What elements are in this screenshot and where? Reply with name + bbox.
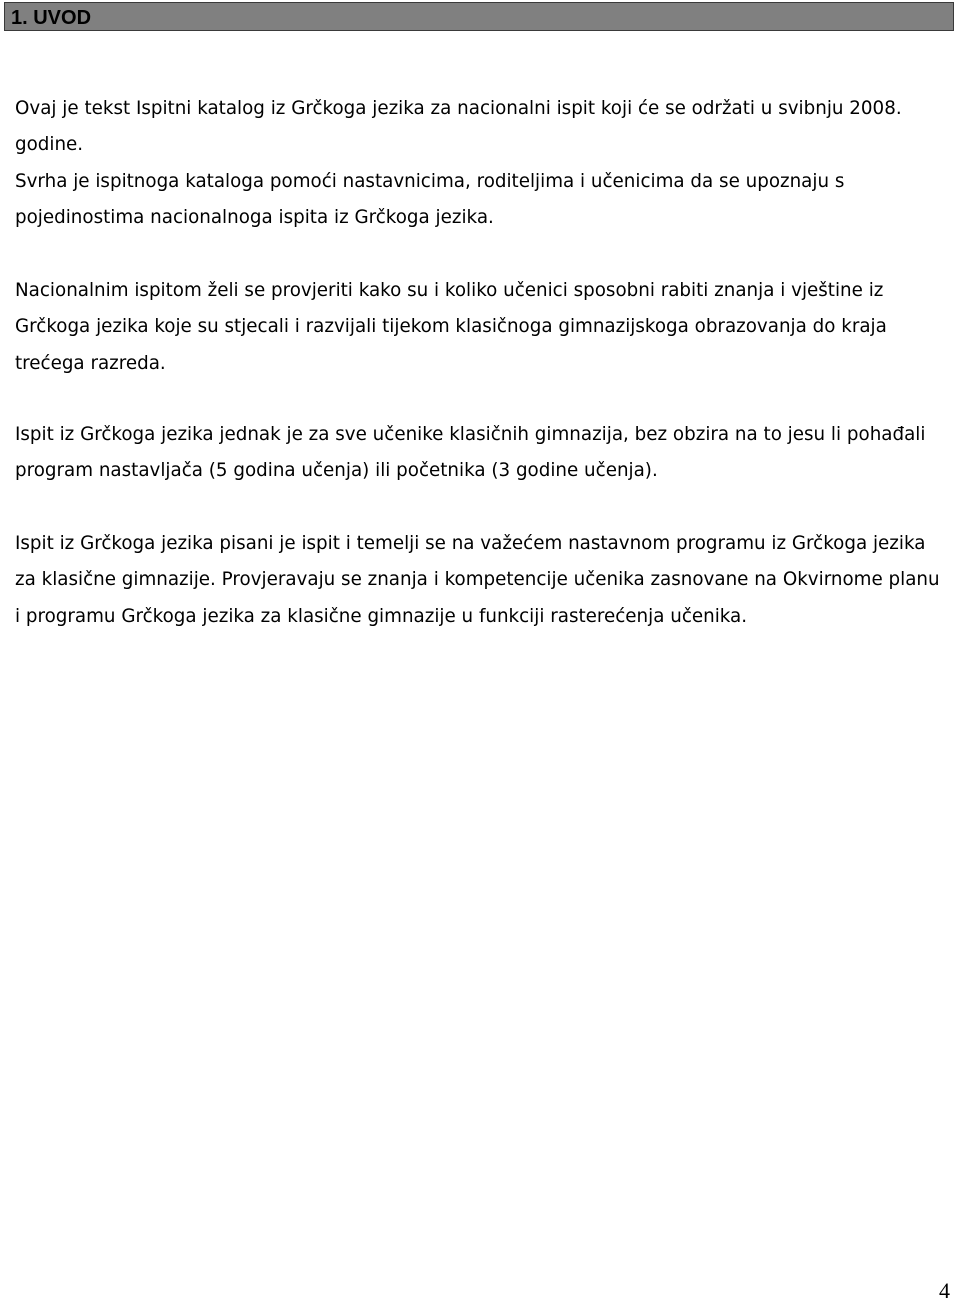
paragraph-exam-goal: Nacionalnim ispitom želi se provjeriti kako su i koliko učenici sposobni rabiti znanja i vještine iz Grčkoga jezika koje su stjecali i razvijali tijekom klasičnoga gimnazijskoga obrazovanja do kraja trećega razreda. <box>15 280 887 374</box>
paragraph-purpose: Svrha je ispitnoga kataloga pomoći nastavnicima, roditeljima i učenicima da se upoznaju s pojedinostima nacionalnoga ispita iz Grčkoga jezika. <box>15 171 845 229</box>
paragraph-exam-equality: Ispit iz Grčkoga jezika jednak je za sve učenike klasičnih gimnazija, bez obzira na to jesu li pohađali program nastavljača (5 godina učenja) ili početnika (3 godine učenja). <box>15 424 926 482</box>
section-header <box>4 2 954 31</box>
section-title: 1. UVOD <box>11 7 92 29</box>
page-number: 4 <box>939 1278 950 1303</box>
paragraph-intro: Ovaj je tekst Ispitni katalog iz Grčkoga jezika za nacionalni ispit koji će se održati u svibnju 2008. godine. <box>15 98 902 156</box>
paragraph-exam-basis: Ispit iz Grčkoga jezika pisani je ispit i temelji se na važećem nastavnom programu iz Grčkoga jezika za klasične gimnazije. Provjeravaju se znanja i kompetencije učenika zasnovane na Okvirnome planu i programu Grčkoga jezika za klasične gimnazije u funkciji rasterećenja učenika. <box>15 533 940 627</box>
